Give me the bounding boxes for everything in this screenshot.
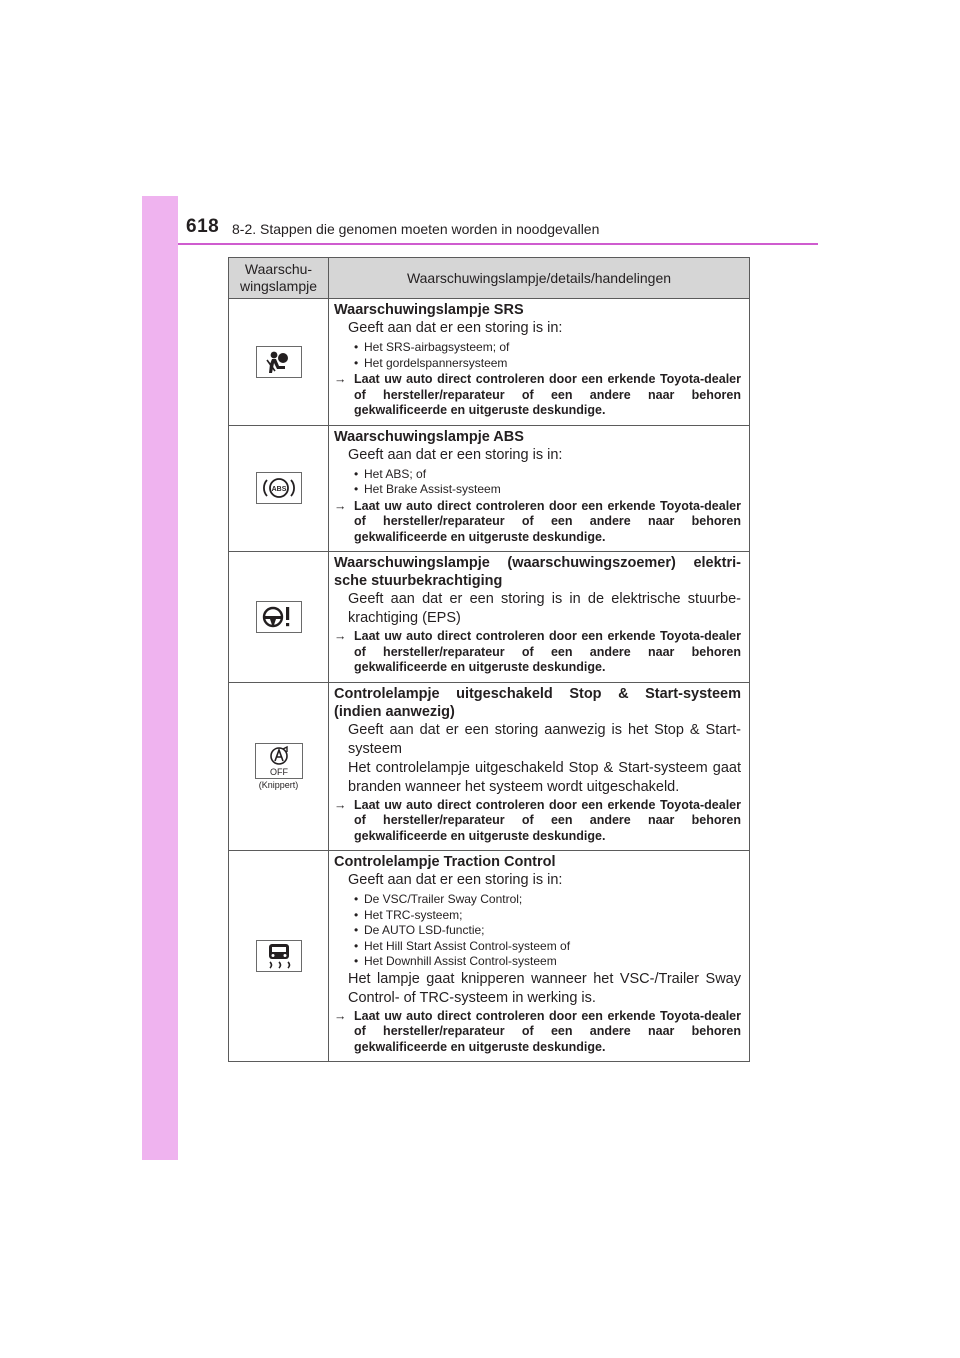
bullet-list	[334, 467, 741, 498]
traction-control-icon	[256, 940, 302, 972]
arrow-icon: →	[334, 498, 347, 513]
icon-cell	[229, 299, 329, 426]
abs-icon	[256, 472, 302, 504]
item-description-extra: Het controlelampje uitgeschakeld Stop & Start-systeem gaat branden wanneer het systeem wordt uitgeschakeld.	[348, 759, 741, 795]
icon-cell	[229, 851, 329, 1062]
item-title: Controlelampje Traction Control	[334, 854, 556, 870]
table-row	[229, 682, 750, 851]
item-description: Geeft aan dat er een storing is in:	[348, 320, 563, 336]
item-title: Waarschuwingslampje ABS	[334, 428, 524, 445]
column-header-light-text: Waarschu- wingslampje	[239, 261, 318, 294]
details-cell	[329, 425, 750, 552]
blink-note: (Knippert)	[258, 779, 299, 790]
table-row	[229, 425, 750, 552]
list-item: • Het Brake Assist-systeem	[354, 482, 741, 498]
action-text: Laat uw auto direct controleren door een erkende Toyota-dealer of hersteller/reparateur of een andere naar behoren gekwalificeerde en uitgeruste deskundige.	[354, 1008, 741, 1054]
table-row	[229, 299, 750, 426]
table-row	[229, 552, 750, 683]
side-tab-band	[142, 196, 178, 1160]
srs-airbag-icon	[256, 346, 302, 378]
item-description: Geeft aan dat er een storing is in de elektrische stuurbe-krachtiging (EPS)	[348, 591, 741, 626]
details-cell	[329, 299, 750, 426]
list-item: • Het SRS-airbagsysteem; of	[354, 340, 741, 356]
item-description: Geeft aan dat er een storing aanwezig is het Stop & Start-systeem	[348, 721, 741, 757]
header-divider	[178, 243, 818, 245]
power-steering-icon	[256, 601, 302, 633]
arrow-icon: →	[334, 629, 347, 643]
list-item: • De AUTO LSD-functie;	[354, 923, 741, 939]
details-cell	[329, 682, 750, 851]
arrow-icon: →	[334, 797, 347, 812]
table-header-row	[229, 258, 750, 299]
bullet-list	[334, 340, 741, 371]
list-item: • Het Hill Start Assist Control-systeem of	[354, 939, 741, 955]
item-description: Geeft aan dat er een storing is in:	[348, 872, 563, 888]
action-instruction	[334, 1009, 741, 1056]
action-instruction	[334, 629, 741, 676]
warning-light-table	[228, 257, 750, 1062]
section-title: 8-2. Stappen die genomen moeten worden in noodgevallen	[232, 221, 600, 237]
list-item: • De VSC/Trailer Sway Control;	[354, 892, 741, 908]
item-description: Geeft aan dat er een storing is in:	[348, 446, 563, 463]
list-item: • Het TRC-systeem;	[354, 908, 741, 924]
column-header-details: Waarschuwingslampje/details/handelingen	[329, 258, 750, 299]
list-item: • Het Downhill Assist Control-systeem	[354, 954, 741, 970]
arrow-icon: →	[334, 1008, 347, 1023]
icon-cell	[229, 425, 329, 552]
action-instruction	[334, 499, 741, 546]
bullet-list	[334, 892, 741, 970]
stop-start-off-icon	[255, 743, 303, 779]
abs-icon-text: ABS	[271, 486, 286, 494]
icon-cell	[229, 682, 329, 851]
action-text: Laat uw auto direct controleren door een erkende Toyota-dealer of hersteller/reparateur of een andere naar behoren gekwalificeerde en uitgeruste deskundige.	[354, 498, 741, 544]
action-instruction	[334, 798, 741, 845]
details-cell	[329, 851, 750, 1062]
arrow-icon: →	[334, 372, 347, 386]
action-instruction	[334, 372, 741, 419]
column-header-light	[229, 258, 329, 299]
table-row	[229, 851, 750, 1062]
icon-cell	[229, 552, 329, 683]
details-cell	[329, 552, 750, 683]
action-text: Laat uw auto direct controleren door een erkende Toyota-dealer of hersteller/reparateur of een andere naar behoren gekwalificeerde en uitgeruste deskundige.	[354, 372, 741, 417]
action-text: Laat uw auto direct controleren door een erkende Toyota-dealer of hersteller/reparateur of een andere naar behoren gekwalificeerde en uitgeruste deskundige.	[354, 629, 741, 674]
list-item: • Het gordelspannersysteem	[354, 356, 741, 372]
item-title: Waarschuwingslampje (waarschuwingszoemer) elektri-sche stuurbekrachtiging	[334, 555, 741, 589]
action-text: Laat uw auto direct controleren door een erkende Toyota-dealer of hersteller/reparateur of een andere naar behoren gekwalificeerde en uitgeruste deskundige.	[354, 797, 741, 843]
item-title: Waarschuwingslampje SRS	[334, 302, 524, 318]
item-title: Controlelampje uitgeschakeld Stop & Start-systeem (indien aanwezig)	[334, 685, 741, 720]
off-label: OFF	[269, 766, 288, 777]
page-number: 618	[186, 216, 220, 237]
item-description-extra: Het lampje gaat knipperen wanneer het VSC-/Trailer Sway Control- of TRC-systeem in werking is.	[348, 970, 741, 1006]
list-item: • Het ABS; of	[354, 467, 741, 483]
